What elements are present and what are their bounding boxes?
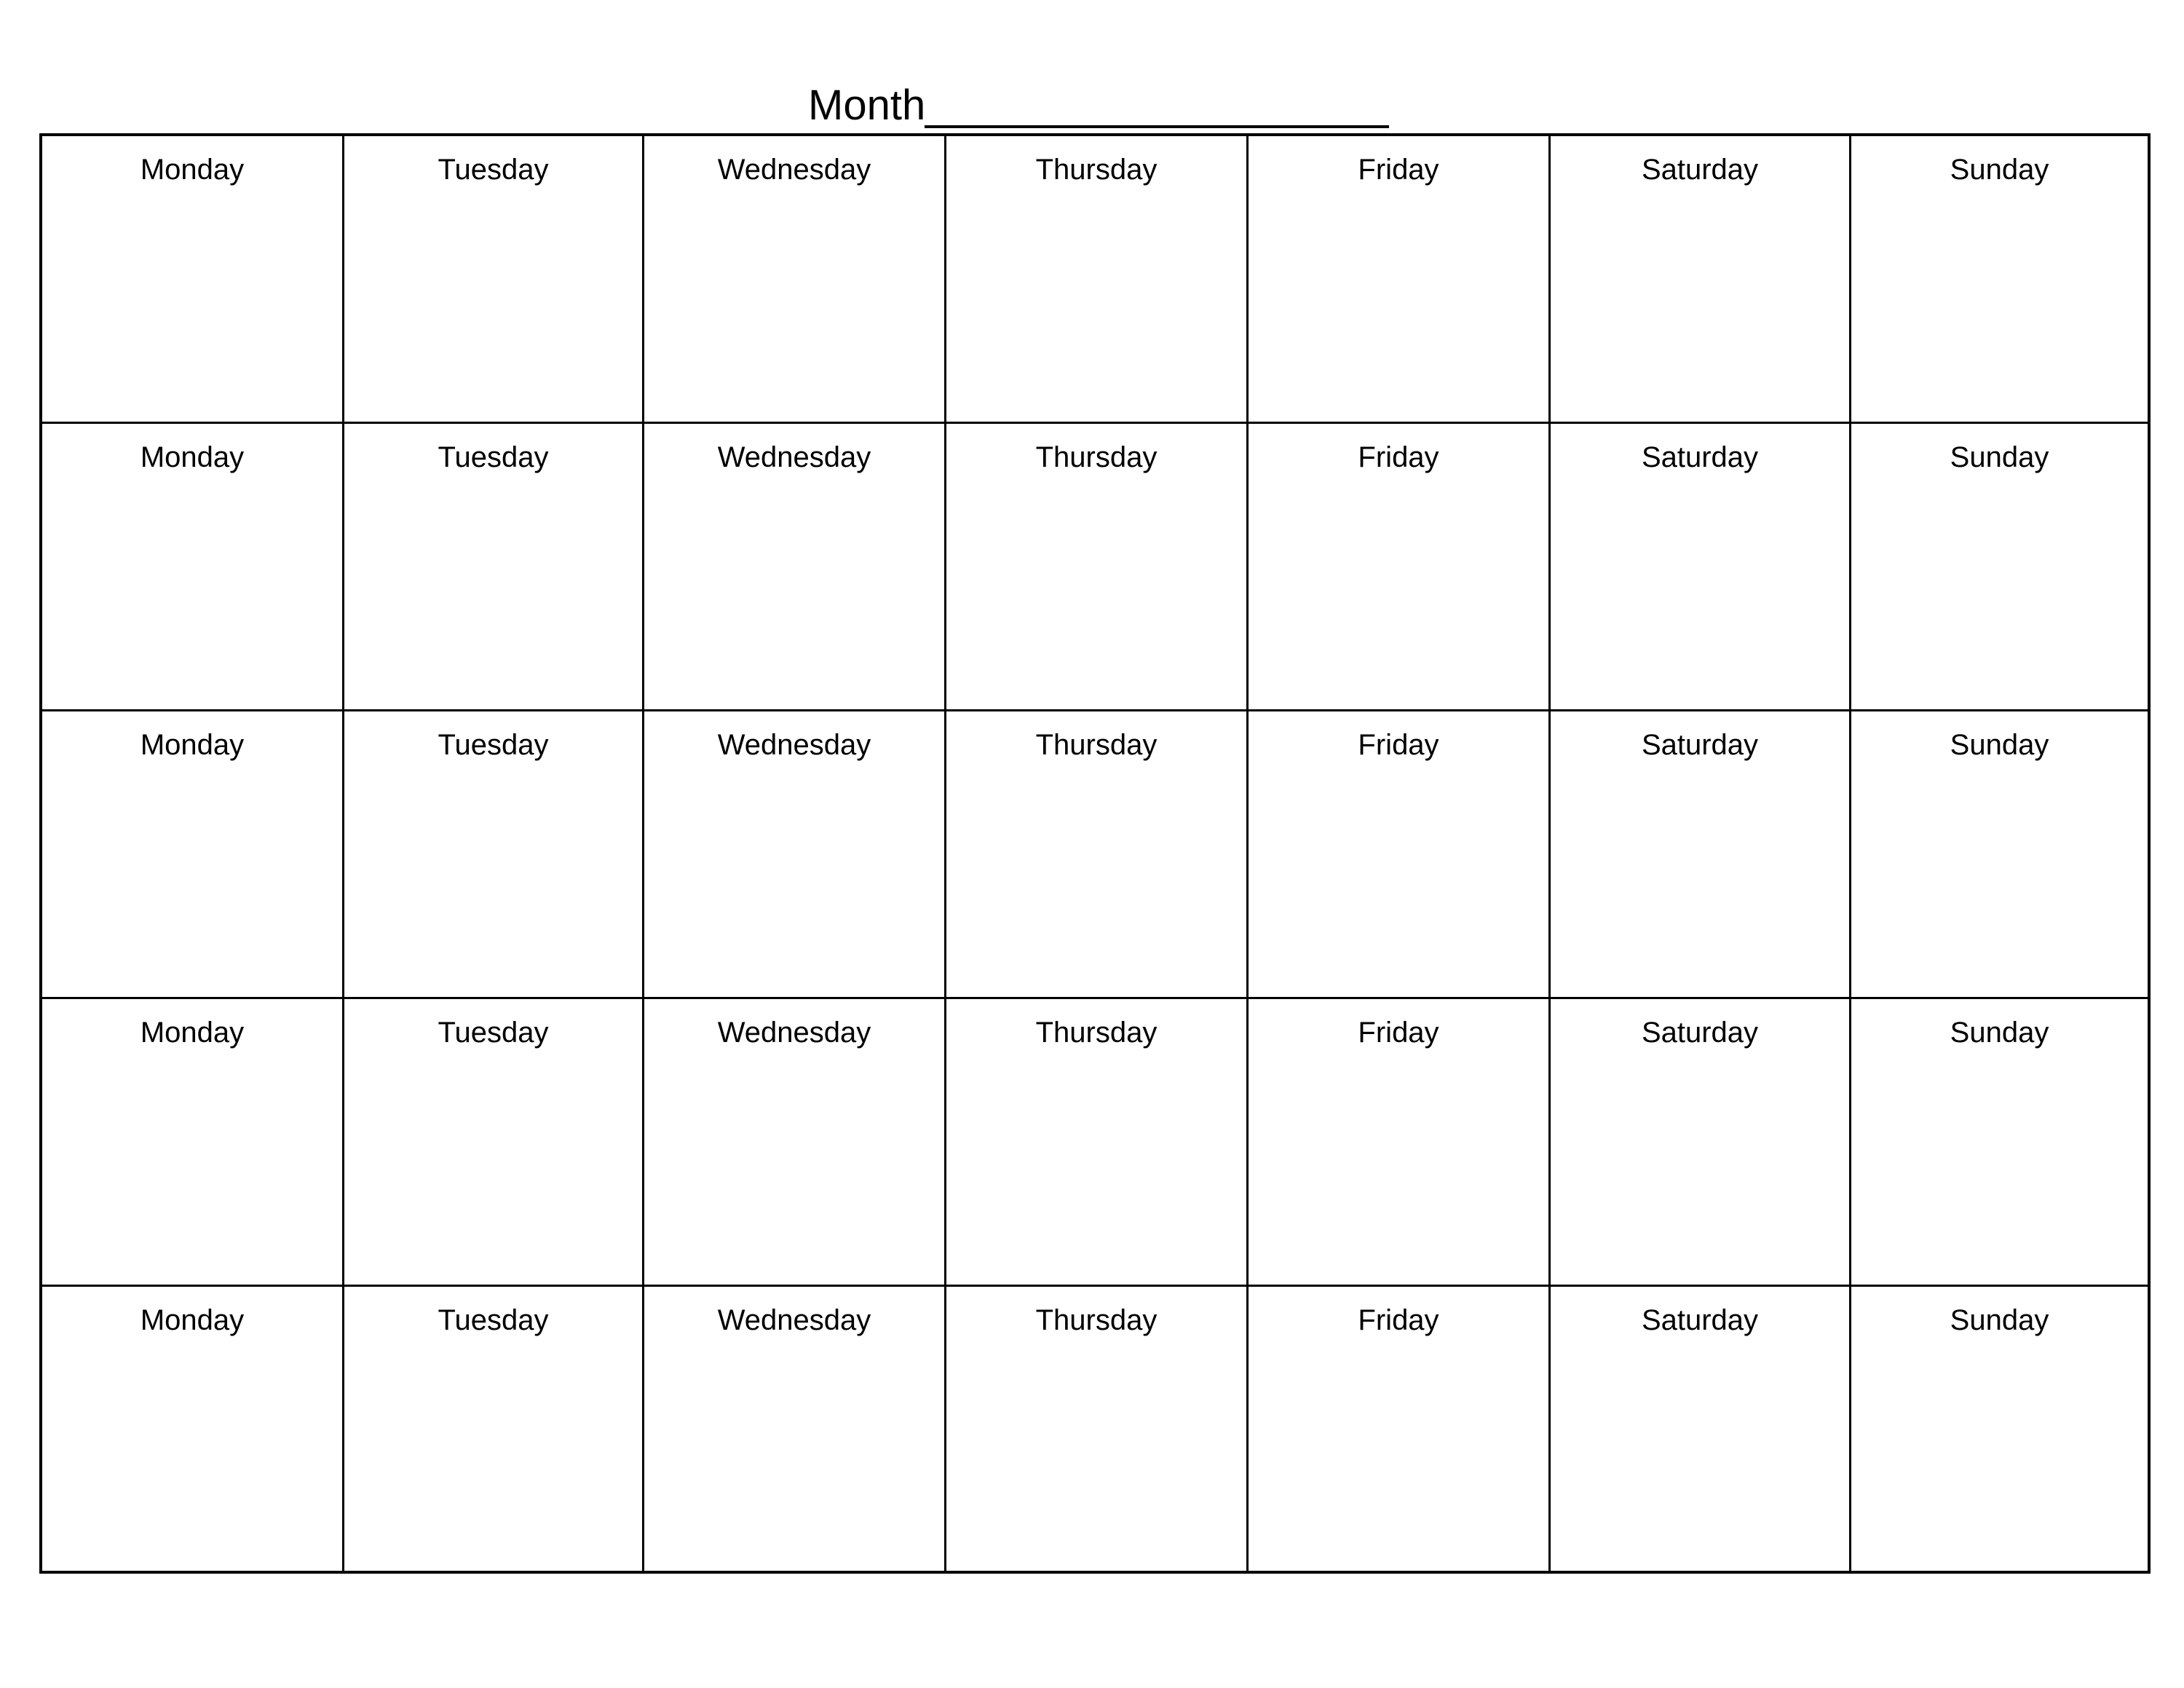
day-label: Wednesday [717,154,871,186]
day-label: Monday [140,1017,245,1049]
day-cell[interactable] [344,136,644,424]
page-title [0,73,2184,138]
day-cell[interactable] [946,711,1249,999]
day-label: Monday [140,729,245,761]
day-cell[interactable] [644,711,946,999]
day-cell[interactable] [42,136,344,424]
day-cell[interactable] [344,999,644,1287]
day-cell[interactable] [1851,136,2148,424]
day-label: Monday [140,1304,245,1336]
day-label: Saturday [1641,441,1759,473]
calendar-grid [39,133,2151,1574]
day-cell[interactable] [344,424,644,711]
day-label: Tuesday [438,1017,549,1049]
day-cell[interactable] [1249,711,1551,999]
day-cell[interactable] [344,711,644,999]
day-cell[interactable] [946,136,1249,424]
day-cell[interactable] [42,999,344,1287]
day-label: Thursday [1035,1017,1158,1049]
day-cell[interactable] [42,1287,344,1571]
day-label: Wednesday [717,1304,871,1336]
day-cell[interactable] [1249,136,1551,424]
day-cell[interactable] [344,1287,644,1571]
day-cell[interactable] [644,1287,946,1571]
day-cell[interactable] [1249,999,1551,1287]
day-label: Tuesday [438,729,549,761]
day-label: Saturday [1641,1017,1759,1049]
day-label: Tuesday [438,154,549,186]
day-label: Thursday [1035,154,1158,186]
day-label: Thursday [1035,441,1158,473]
day-cell[interactable] [644,136,946,424]
day-label: Wednesday [717,729,871,761]
day-cell[interactable] [1551,999,1851,1287]
day-cell[interactable] [1551,424,1851,711]
day-label: Friday [1358,729,1439,761]
day-label: Friday [1358,1017,1439,1049]
day-cell[interactable] [1851,711,2148,999]
day-cell[interactable] [1851,999,2148,1287]
day-cell[interactable] [946,999,1249,1287]
day-label: Thursday [1035,1304,1158,1336]
day-label: Friday [1358,441,1439,473]
month-label: Month [808,82,926,129]
day-label: Thursday [1035,729,1158,761]
day-cell[interactable] [644,424,946,711]
day-label: Saturday [1641,729,1759,761]
day-label: Friday [1358,1304,1439,1336]
day-label: Friday [1358,154,1439,186]
day-cell[interactable] [1551,136,1851,424]
day-label: Sunday [1950,729,2049,761]
day-cell[interactable] [42,711,344,999]
day-label: Tuesday [438,1304,549,1336]
day-cell[interactable] [946,1287,1249,1571]
day-label: Monday [140,154,245,186]
day-label: Monday [140,441,245,473]
day-cell[interactable] [1249,1287,1551,1571]
day-label: Saturday [1641,1304,1759,1336]
month-write-in-line[interactable] [925,125,1389,128]
day-cell[interactable] [946,424,1249,711]
day-cell[interactable] [1851,424,2148,711]
day-label: Sunday [1950,1017,2049,1049]
day-label: Wednesday [717,1017,871,1049]
day-label: Sunday [1950,441,2049,473]
day-cell[interactable] [1551,1287,1851,1571]
day-label: Sunday [1950,1304,2049,1336]
day-cell[interactable] [1249,424,1551,711]
day-label: Tuesday [438,441,549,473]
day-label: Sunday [1950,154,2049,186]
day-cell[interactable] [644,999,946,1287]
day-cell[interactable] [42,424,344,711]
day-cell[interactable] [1551,711,1851,999]
day-cell[interactable] [1851,1287,2148,1571]
day-label: Saturday [1641,154,1759,186]
day-label: Wednesday [717,441,871,473]
